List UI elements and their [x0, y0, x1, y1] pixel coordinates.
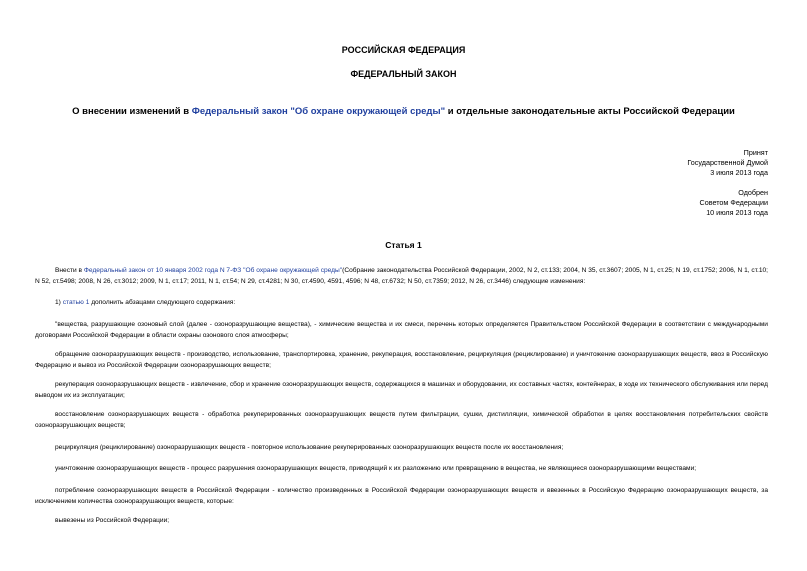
- definition-paragraph: вывезены из Российской Федерации;: [55, 517, 170, 524]
- approved-line-2: Советом Федерации: [699, 198, 768, 207]
- law-title-link[interactable]: Федеральный закон "Об охране окружающей среды": [191, 106, 446, 117]
- adopted-line-1: Принят: [743, 148, 768, 157]
- definition-paragraph: уничтожение озоноразрушающих веществ - процесс разрушения озоноразрушающих веществ, приводящий к их разложению или превращению в вещества, не являющиеся озоноразрушающими веществами;: [55, 465, 697, 472]
- definition-paragraph: рециркуляция (рециклирование) озоноразрушающих веществ - повторное использование рекуперированных озоноразрушающих веществ после их восстановления;: [55, 444, 564, 451]
- approved-block: [700, 188, 768, 218]
- intro-suffix: (Собрание законодательства Российской Федерации, 2002, N 2, ст.133; 2004, N 35, ст.3607; 2005, N 1, ст.25; N 19, ст.1752; 2006, N 1, ст.10; N 52, ст.5498; 2008, N 26, ст.3012; 2009, N 1, ст.17; 2011, N 1, ст.54; N 29, ст.4281; N 30, ст.4590, 4591, 4596; N 48, ст.6732; N 50, ст.7359; 2012, N 26, ст.3446) следующие изменения:: [35, 267, 768, 285]
- article-heading: Статья 1: [385, 240, 422, 250]
- item-1-paragraph: [35, 298, 768, 309]
- approved-line-3: 10 июля 2013 года: [706, 208, 768, 217]
- definition-paragraph: рекуперация озоноразрушающих веществ - извлечение, сбор и хранение озоноразрушающих веществ, содержащихся в машинах и оборудовании, их составных частях, контейнерах, в ходе их технического обслуживания или перед выводом их из эксплуатации;: [35, 381, 768, 399]
- definition-paragraph: обращение озоноразрушающих веществ - производство, использование, транспортировка, хранение, рекуперация, восстановление, рециркуляция (рециклирование) и уничтожение озоноразрушающих веществ, ввоз в Российскую Федерацию и вывоз из Российской Федерации озоноразрушающих веществ;: [35, 351, 768, 369]
- approved-line-1: Одобрен: [738, 188, 768, 197]
- law-title-prefix: О внесении изменений в: [72, 106, 192, 117]
- item-1-prefix: 1): [55, 299, 63, 306]
- item-1-suffix: дополнить абзацами следующего содержания:: [89, 299, 236, 306]
- definition-paragraph: восстановление озоноразрушающих веществ - обработка рекуперированных озоноразрушающих веществ путем фильтрации, сушки, дистилляции, химической обработки в целях восстановления потребительских свойств озоноразрушающих веществ;: [35, 411, 768, 429]
- definition-paragraph: "вещества, разрушающие озоновый слой (далее - озоноразрушающие вещества), - химические вещества и их смеси, перечень которых определяется Правительством Российской Федерации в соответствии с международными договорами Российской Федерации в области охраны озонового слоя атмосферы;: [35, 321, 768, 339]
- adopted-line-3: 3 июля 2013 года: [710, 168, 768, 177]
- intro-prefix: Внести в: [55, 267, 84, 274]
- definition-paragraph: потребление озоноразрушающих веществ в Российской Федерации - количество произведенных в Российской Федерации озоноразрушающих веществ и ввезенных в Российскую Федерацию озоноразрушающих веществ, за исключением количества озоноразрушающих веществ, которые:: [35, 487, 768, 505]
- intro-law-link[interactable]: Федеральный закон от 10 января 2002 года N 7-ФЗ "Об охране окружающей среды": [83, 267, 343, 274]
- adopted-line-2: Государственной Думой: [687, 158, 768, 167]
- country-heading: РОССИЙСКАЯ ФЕДЕРАЦИЯ: [341, 45, 466, 55]
- law-title-suffix: и отдельные законодательные акты Российской Федерации: [445, 106, 735, 117]
- law-type-heading: ФЕДЕРАЛЬНЫЙ ЗАКОН: [350, 69, 457, 79]
- article-intro-paragraph: [35, 266, 768, 287]
- adopted-block: [687, 148, 768, 178]
- law-title: [0, 106, 807, 117]
- item-1-article-link[interactable]: статью 1: [62, 299, 90, 306]
